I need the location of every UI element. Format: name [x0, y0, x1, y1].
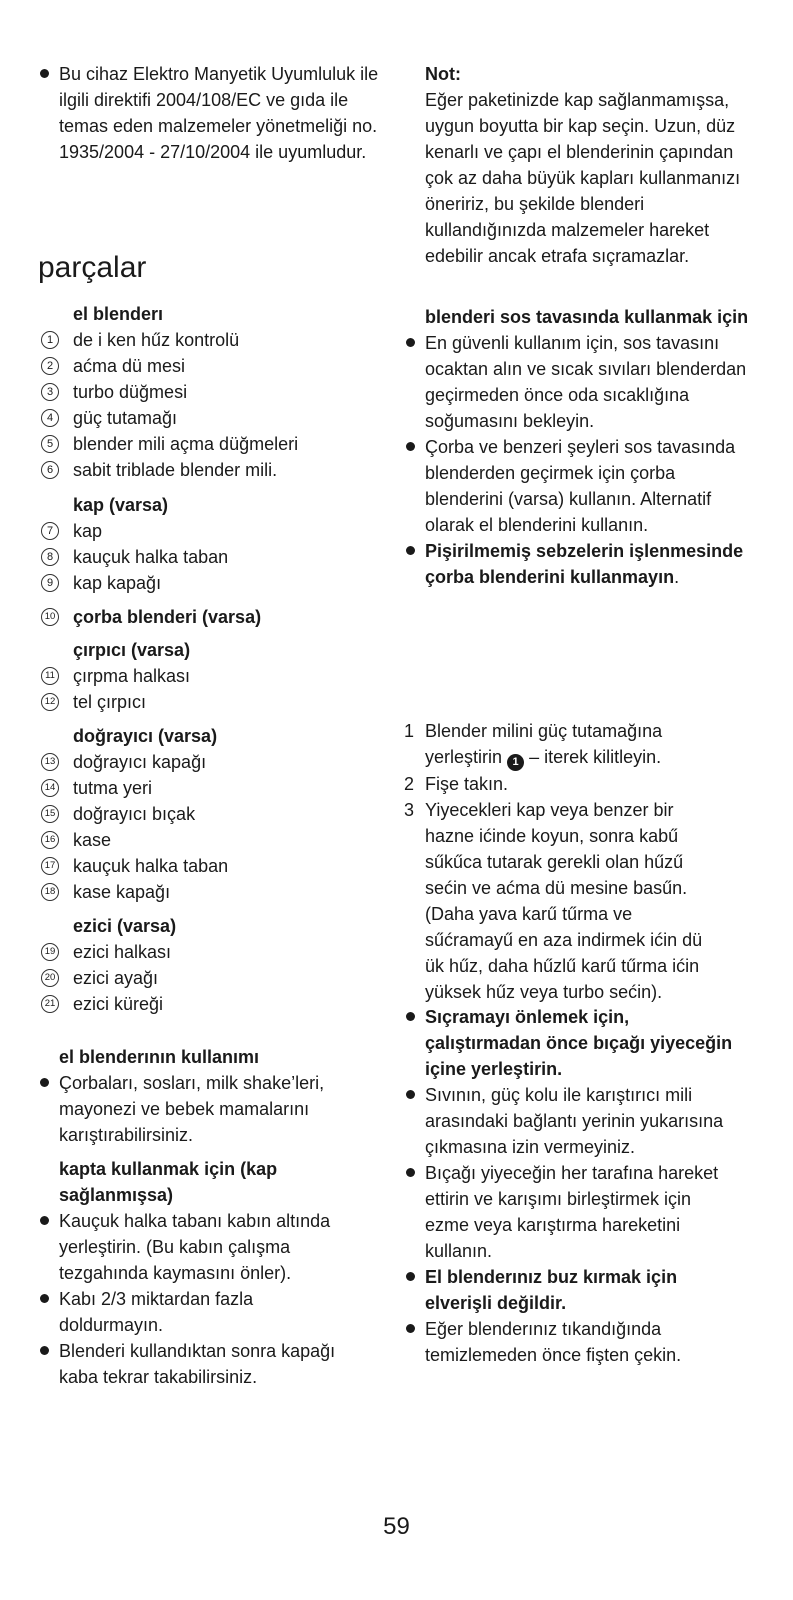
note-block	[425, 61, 745, 269]
usage-heading: el blenderının kullanımı	[59, 1047, 260, 1067]
safety-bullets	[404, 1004, 734, 1368]
circled-number-icon: 8	[41, 548, 59, 566]
note-label: Not:	[425, 64, 461, 84]
parts-heading: çırpıcı (varsa)	[73, 640, 191, 660]
part-item: 12 tel çırpıcı	[38, 689, 378, 715]
step-number-icon: 1	[507, 754, 524, 771]
cup-heading: kapta kullanmak için (kap sağlanmışsa)	[59, 1159, 278, 1205]
cup-bullet: Kabı 2/3 miktardan fazla doldurmayın.	[38, 1286, 358, 1338]
usage-section	[38, 1044, 358, 1148]
step-1: 1 Blender milini güç tutamağına yerleştirin 1 – iterek kilitleyin.	[404, 718, 734, 771]
pan-bullet: Çorba ve benzeri şeyleri sos tavasında blenderden geçirmek için çorba blenderini (varsa) kullanın. Alternatif olarak el blenderini kullanın.	[404, 434, 749, 538]
parts-heading: doğrayıcı (varsa)	[73, 726, 218, 746]
part-item: 8 kauçuk halka taban	[38, 544, 378, 570]
part-item: 20 ezici ayağı	[38, 965, 378, 991]
safety-bullet: Sıvının, güç kolu ile karıştırıcı mili arasındaki bağlantı yerinin yukarısına çıkmasına izin vermeyiniz.	[404, 1082, 734, 1160]
part-item: 15 doğrayıcı bıçak	[38, 801, 378, 827]
part-item: 9 kap kapağı	[38, 570, 378, 596]
pan-section	[404, 304, 749, 590]
intro-bullet	[38, 61, 379, 165]
part-item: 19 ezici halkası	[38, 939, 378, 965]
parts-heading: kap (varsa)	[73, 495, 169, 515]
circled-number-icon: 19	[41, 943, 59, 961]
circled-number-icon: 6	[41, 461, 59, 479]
circled-number-icon: 7	[41, 522, 59, 540]
cup-bullet: Kauçuk halka tabanı kabın altında yerleştirin. (Bu kabın çalışma tezgahında kaymasını önler).	[38, 1208, 358, 1286]
safety-bullet: El blenderınız buz kırmak için elverişli değildir.	[404, 1264, 734, 1316]
page-number: 59	[383, 1513, 410, 1540]
circled-number-icon: 17	[41, 857, 59, 875]
safety-bullet: Sıçramayı önlemek için, çalıştırmadan önce bıçağı yiyeceğin içine yerleştirin.	[404, 1004, 734, 1082]
circled-number-icon: 15	[41, 805, 59, 823]
part-item: 6 sabit triblade blender mili.	[38, 457, 378, 483]
intro-bullet-text: Bu cihaz Elektro Manyetik Uyumluluk ile ilgili direktifi 2004/108/EC ve gıda ile temas eden malzemeler yönetmeliği no. 1935/2004 - 27/10/2004 ile uyumludur.	[59, 64, 379, 162]
cup-usage-section	[38, 1156, 358, 1390]
steps-section	[404, 718, 734, 1005]
part-item: 3 turbo düğmesi	[38, 379, 378, 405]
part-item: 5 blender mili açma düğmeleri	[38, 431, 378, 457]
circled-number-icon: 1	[41, 331, 59, 349]
note-text: Eğer paketinizde kap sağlanmamışsa, uygun boyutta bir kap seçin. Uzun, düz kenarlı ve çapı el blenderinin çapından çok az daha büyük kapları kullanmanızı öneririz, bu şekilde blenderi kullandığınızda malzemeler hareket edebilir ancak etrafa sıçramazlar.	[425, 90, 741, 266]
part-item: 18 kase kapağı	[38, 879, 378, 905]
circled-number-icon: 4	[41, 409, 59, 427]
parts-heading: ezici (varsa)	[73, 916, 177, 936]
part-item: 13 doğrayıcı kapağı	[38, 749, 378, 775]
step-2: 2 Fişe takın.	[404, 774, 509, 794]
part-item: 1 de i ken hűz kontrolü	[38, 327, 378, 353]
part-item: 2 aćma dü mesi	[38, 353, 378, 379]
pan-bullet: Pişirilmemiş sebzelerin işlenmesinde çorba blenderini kullanmayın.	[404, 538, 749, 590]
step-3: 3 Yiyecekleri kap veya benzer bir hazne ićinde koyun, sonra kabű sűkűca tutarak gerekli olan hűzű sećin ve aćma dü mesine basűn. (Daha yava karű tűrma ve sűćramayű en aza indirmek ićin dü ük hűz, daha hűzlű karű tűrma ićin yüksek hűz veya turbo sećin).	[404, 800, 703, 1002]
part-item: 16 kase	[38, 827, 378, 853]
circled-number-icon: 9	[41, 574, 59, 592]
circled-number-icon: 11	[41, 667, 59, 685]
circled-number-icon: 10	[41, 608, 59, 626]
part-item: 11 çırpma halkası	[38, 663, 378, 689]
safety-bullet: Eğer blenderınız tıkandığında temizlemeden önce fişten çekin.	[404, 1316, 734, 1368]
part-item: 10 çorba blenderi (varsa)	[38, 604, 378, 630]
circled-number-icon: 20	[41, 969, 59, 987]
part-item: 7 kap	[38, 518, 378, 544]
circled-number-icon: 13	[41, 753, 59, 771]
pan-heading: blenderi sos tavasında kullanmak için	[425, 307, 749, 327]
circled-number-icon: 14	[41, 779, 59, 797]
parts-group-hand-blender	[38, 301, 378, 483]
section-title: parçalar	[38, 251, 147, 284]
cup-bullet: Blenderi kullandıktan sonra kapağı kaba tekrar takabilirsiniz.	[38, 1338, 358, 1390]
circled-number-icon: 18	[41, 883, 59, 901]
part-item: 21 ezici küreği	[38, 991, 378, 1017]
part-item: 14 tutma yeri	[38, 775, 378, 801]
circled-number-icon: 2	[41, 357, 59, 375]
usage-bullet: Çorbaları, sosları, milk shake’leri, mayonezi ve bebek mamalarını karıştırabilirsiniz.	[38, 1070, 358, 1148]
circled-number-icon: 16	[41, 831, 59, 849]
circled-number-icon: 12	[41, 693, 59, 711]
circled-number-icon: 3	[41, 383, 59, 401]
parts-group-soup-blender	[38, 604, 378, 630]
part-item: 4 güç tutamağı	[38, 405, 378, 431]
parts-group-masher	[38, 913, 378, 1017]
pan-bullet: En güvenli kullanım için, sos tavasını ocaktan alın ve sıcak sıvıları blenderdan geçirmeden önce oda sıcaklığına soğumasını bekleyin.	[404, 330, 749, 434]
circled-number-icon: 5	[41, 435, 59, 453]
parts-heading: el blenderı	[73, 304, 164, 324]
safety-bullet: Bıçağı yiyeceğin her tarafına hareket ettirin ve karışımı birleştirmek için ezme veya karıştırma hareketini kullanın.	[404, 1160, 734, 1264]
parts-group-chopper	[38, 723, 378, 905]
parts-group-cup	[38, 492, 378, 596]
part-item: 17 kauçuk halka taban	[38, 853, 378, 879]
circled-number-icon: 21	[41, 995, 59, 1013]
parts-group-whisk	[38, 637, 378, 715]
